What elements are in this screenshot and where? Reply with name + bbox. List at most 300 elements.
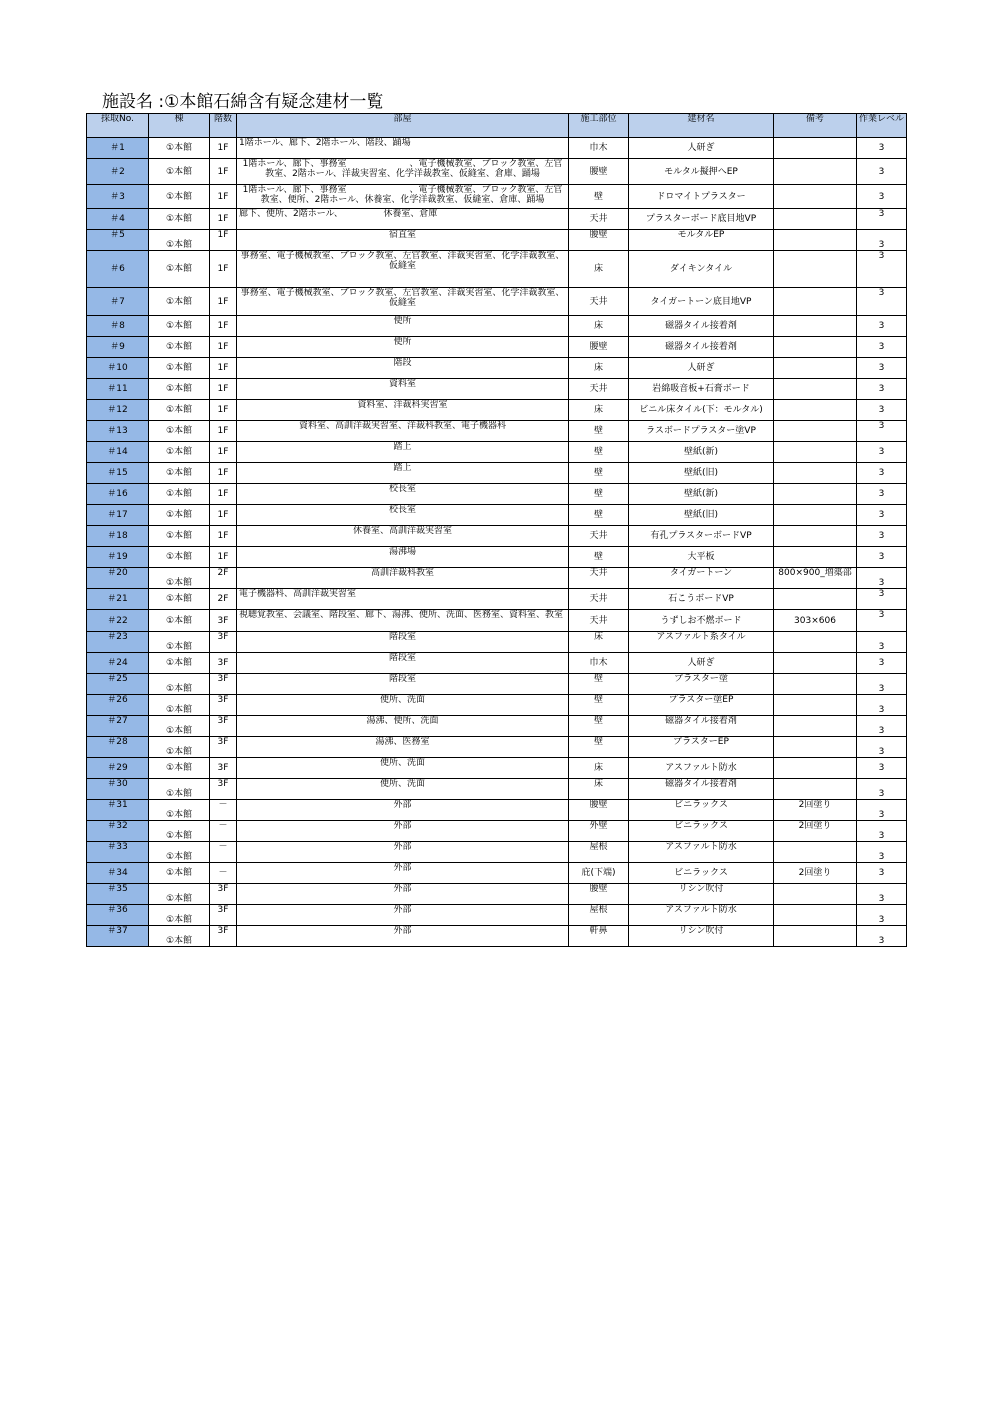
cell-building: ①本館 (149, 800, 210, 821)
table-row (87, 484, 907, 505)
col-header-level: 作業レベル (857, 114, 907, 138)
cell-note (774, 138, 857, 159)
cell-part: 腰壁 (569, 337, 629, 358)
cell-room: 階段室 (237, 674, 569, 695)
cell-room: 便所、洗面 (237, 758, 569, 779)
cell-note: 2回塗り (774, 821, 857, 842)
cell-level: 3 (857, 674, 907, 695)
cell-level: 3 (857, 884, 907, 905)
cell-floor: － (210, 863, 237, 884)
cell-level: 3 (857, 716, 907, 737)
cell-part: 床 (569, 758, 629, 779)
cell-floor: 1F (210, 484, 237, 505)
cell-floor: 3F (210, 926, 237, 947)
cell-level: 3 (857, 442, 907, 463)
cell-floor: 1F (210, 421, 237, 442)
cell-material: 磁器タイル接着剤 (629, 779, 774, 800)
cell-part: 屋根 (569, 842, 629, 863)
cell-part: 屋根 (569, 905, 629, 926)
cell-no: ＃17 (87, 505, 149, 526)
cell-floor: 1F (210, 251, 237, 288)
cell-no: ＃10 (87, 358, 149, 379)
cell-building: ①本館 (149, 526, 210, 547)
cell-no: ＃9 (87, 337, 149, 358)
cell-material: アスファルト防水 (629, 905, 774, 926)
cell-building: ①本館 (149, 138, 210, 159)
cell-note (774, 526, 857, 547)
cell-floor: 1F (210, 138, 237, 159)
cell-floor: 1F (210, 337, 237, 358)
cell-part: 巾木 (569, 138, 629, 159)
cell-no: ＃37 (87, 926, 149, 947)
cell-level: 3 (857, 526, 907, 547)
cell-level: 3 (857, 288, 907, 316)
cell-level: 3 (857, 463, 907, 484)
cell-building: ①本館 (149, 251, 210, 288)
cell-room: 宿直室 (237, 230, 569, 251)
cell-note (774, 484, 857, 505)
cell-building: ①本館 (149, 288, 210, 316)
cell-building: ①本館 (149, 185, 210, 209)
table-row (87, 138, 907, 159)
table-row (87, 821, 907, 842)
cell-level: 3 (857, 863, 907, 884)
cell-part: 腰壁 (569, 159, 629, 185)
cell-no: ＃20 (87, 568, 149, 589)
cell-no: ＃12 (87, 400, 149, 421)
cell-note: 800×900_増築部 (774, 568, 857, 589)
cell-room: 外部 (237, 821, 569, 842)
table-row (87, 863, 907, 884)
cell-note (774, 632, 857, 653)
cell-note (774, 547, 857, 568)
cell-floor: － (210, 842, 237, 863)
cell-level: 3 (857, 316, 907, 337)
cell-floor: 3F (210, 884, 237, 905)
cell-building: ①本館 (149, 674, 210, 695)
table-row (87, 337, 907, 358)
cell-material: 人研ぎ (629, 138, 774, 159)
table-row (87, 905, 907, 926)
cell-building: ①本館 (149, 695, 210, 716)
cell-note (774, 695, 857, 716)
cell-material: 石こうボードVP (629, 589, 774, 610)
cell-no: ＃7 (87, 288, 149, 316)
col-header-note: 備考 (774, 114, 857, 138)
cell-level: 3 (857, 800, 907, 821)
table-row (87, 842, 907, 863)
cell-floor: － (210, 821, 237, 842)
table-row (87, 185, 907, 209)
cell-part: 壁 (569, 505, 629, 526)
cell-no: ＃28 (87, 737, 149, 758)
cell-material: 人研ぎ (629, 358, 774, 379)
cell-building: ①本館 (149, 884, 210, 905)
cell-floor: 3F (210, 758, 237, 779)
col-header-part: 施工部位 (569, 114, 629, 138)
cell-material: ビニラックス (629, 863, 774, 884)
cell-part: 巾木 (569, 653, 629, 674)
cell-room: 資料室、高訓洋裁実習室、洋裁科教室、電子機器科 (237, 421, 569, 442)
cell-building: ①本館 (149, 653, 210, 674)
cell-part: 天井 (569, 288, 629, 316)
cell-note (774, 442, 857, 463)
cell-material: モルタルEP (629, 230, 774, 251)
cell-room: 電子機器科、高訓洋裁実習室 (237, 589, 569, 610)
cell-room: 外部 (237, 926, 569, 947)
cell-building: ①本館 (149, 610, 210, 632)
cell-no: ＃29 (87, 758, 149, 779)
cell-material: 大平板 (629, 547, 774, 568)
cell-floor: 1F (210, 185, 237, 209)
table-header-row (87, 114, 907, 138)
cell-room: 休養室、高訓洋裁実習室 (237, 526, 569, 547)
cell-no: ＃1 (87, 138, 149, 159)
cell-building: ①本館 (149, 358, 210, 379)
cell-material: ダイキンタイル (629, 251, 774, 288)
cell-floor: 1F (210, 442, 237, 463)
cell-part: 壁 (569, 674, 629, 695)
cell-room: 視聴覚教室、会議室、階段室、廊下、湯沸、便所、洗面、医務室、資料室、教室 (237, 610, 569, 632)
cell-room: 資料室 (237, 379, 569, 400)
cell-no: ＃19 (87, 547, 149, 568)
cell-room: 外部 (237, 842, 569, 863)
cell-level: 3 (857, 695, 907, 716)
cell-no: ＃32 (87, 821, 149, 842)
cell-material: リシン吹付 (629, 884, 774, 905)
cell-material: ラスボードプラスター塗VP (629, 421, 774, 442)
cell-note (774, 159, 857, 185)
cell-material: アスファルト防水 (629, 758, 774, 779)
cell-no: ＃21 (87, 589, 149, 610)
cell-material: 岩綿吸音板+石膏ボード (629, 379, 774, 400)
cell-note (774, 185, 857, 209)
cell-floor: 1F (210, 379, 237, 400)
cell-room: 湯沸、便所、洗面 (237, 716, 569, 737)
table-row (87, 463, 907, 484)
cell-level: 3 (857, 379, 907, 400)
cell-room: 事務室、電子機械教室、ブロック教室、左官教室、洋裁実習室、化学洋裁教室、仮縫室 (237, 251, 569, 288)
cell-floor: 2F (210, 589, 237, 610)
cell-level: 3 (857, 842, 907, 863)
cell-part: 壁 (569, 737, 629, 758)
cell-room: 便所 (237, 316, 569, 337)
cell-building: ①本館 (149, 337, 210, 358)
cell-material: アスファルト防水 (629, 842, 774, 863)
cell-note (774, 209, 857, 230)
cell-level: 3 (857, 568, 907, 589)
cell-material: プラスター塗EP (629, 695, 774, 716)
cell-no: ＃23 (87, 632, 149, 653)
cell-floor: 1F (210, 159, 237, 185)
cell-part: 壁 (569, 442, 629, 463)
cell-material: プラスター塗 (629, 674, 774, 695)
cell-note (774, 251, 857, 288)
cell-no: ＃4 (87, 209, 149, 230)
cell-building: ①本館 (149, 484, 210, 505)
cell-level: 3 (857, 547, 907, 568)
cell-room: 外部 (237, 905, 569, 926)
cell-level: 3 (857, 400, 907, 421)
col-header-no: 採取No. (87, 114, 149, 138)
cell-building: ①本館 (149, 568, 210, 589)
cell-room: 事務室、電子機械教室、ブロック教室、左官教室、洋裁実習室、化学洋裁教室、仮縫室 (237, 288, 569, 316)
table-row (87, 758, 907, 779)
cell-room: 1階ホール、廊下、事務室 、電子機械教室、ブロック教室、左官教室、便所、2階ホール、休養室、化学洋裁教室、仮縫室、倉庫、踊場 (237, 185, 569, 209)
cell-note (774, 842, 857, 863)
cell-room: 湯沸場 (237, 547, 569, 568)
cell-level: 3 (857, 421, 907, 442)
cell-no: ＃18 (87, 526, 149, 547)
cell-no: ＃8 (87, 316, 149, 337)
cell-building: ①本館 (149, 632, 210, 653)
table-row (87, 505, 907, 526)
cell-part: 床 (569, 358, 629, 379)
cell-note (774, 463, 857, 484)
cell-no: ＃35 (87, 884, 149, 905)
cell-note (774, 926, 857, 947)
cell-no: ＃30 (87, 779, 149, 800)
cell-part: 床 (569, 632, 629, 653)
cell-room: 湯沸、医務室 (237, 737, 569, 758)
cell-part: 天井 (569, 379, 629, 400)
cell-part: 壁 (569, 185, 629, 209)
cell-material: うずしお不燃ボード (629, 610, 774, 632)
cell-note (774, 905, 857, 926)
cell-note (774, 758, 857, 779)
cell-level: 3 (857, 905, 907, 926)
cell-room: 階段室 (237, 653, 569, 674)
cell-note: 2回塗り (774, 863, 857, 884)
cell-no: ＃2 (87, 159, 149, 185)
table-row (87, 926, 907, 947)
cell-level: 3 (857, 737, 907, 758)
cell-material: タイガートーン底目地VP (629, 288, 774, 316)
cell-level: 3 (857, 758, 907, 779)
table-row (87, 610, 907, 632)
cell-floor: 1F (210, 230, 237, 251)
cell-room: 外部 (237, 800, 569, 821)
cell-level: 3 (857, 505, 907, 526)
cell-building: ①本館 (149, 905, 210, 926)
cell-level: 3 (857, 138, 907, 159)
table-row (87, 653, 907, 674)
table-row (87, 358, 907, 379)
cell-no: ＃22 (87, 610, 149, 632)
page-title: 施設名 :①本館石綿含有疑念建材一覧 (102, 92, 384, 112)
cell-floor: 3F (210, 779, 237, 800)
cell-note (774, 316, 857, 337)
cell-level: 3 (857, 632, 907, 653)
cell-material: ビニル床タイル(下：モルタル) (629, 400, 774, 421)
table-row (87, 800, 907, 821)
cell-no: ＃34 (87, 863, 149, 884)
col-header-material: 建材名 (629, 114, 774, 138)
cell-level: 3 (857, 589, 907, 610)
cell-material: 壁紙(旧) (629, 505, 774, 526)
cell-no: ＃16 (87, 484, 149, 505)
cell-floor: 3F (210, 653, 237, 674)
cell-part: 軒鼻 (569, 926, 629, 947)
cell-building: ①本館 (149, 589, 210, 610)
cell-building: ①本館 (149, 716, 210, 737)
cell-note (774, 884, 857, 905)
cell-building: ①本館 (149, 779, 210, 800)
cell-no: ＃5 (87, 230, 149, 251)
cell-building: ①本館 (149, 421, 210, 442)
cell-part: 天井 (569, 589, 629, 610)
col-header-room: 部屋 (237, 114, 569, 138)
cell-building: ①本館 (149, 442, 210, 463)
table-row (87, 442, 907, 463)
cell-floor: 1F (210, 526, 237, 547)
cell-no: ＃36 (87, 905, 149, 926)
cell-no: ＃27 (87, 716, 149, 737)
cell-material: 壁紙(新) (629, 484, 774, 505)
cell-floor: 1F (210, 505, 237, 526)
cell-part: 腰壁 (569, 230, 629, 251)
cell-part: 天井 (569, 526, 629, 547)
cell-building: ①本館 (149, 159, 210, 185)
table-row (87, 695, 907, 716)
cell-building: ①本館 (149, 379, 210, 400)
cell-room: 高訓洋裁科教室 (237, 568, 569, 589)
table-row (87, 632, 907, 653)
cell-floor: 1F (210, 209, 237, 230)
cell-part: 床 (569, 779, 629, 800)
cell-material: 磁器タイル接着剤 (629, 316, 774, 337)
cell-floor: 1F (210, 400, 237, 421)
cell-part: 天井 (569, 209, 629, 230)
cell-note (774, 779, 857, 800)
table-row (87, 568, 907, 589)
cell-room: 階段室 (237, 632, 569, 653)
cell-floor: 1F (210, 288, 237, 316)
cell-material: 磁器タイル接着剤 (629, 337, 774, 358)
table-row (87, 159, 907, 185)
table-row (87, 589, 907, 610)
col-header-building: 棟 (149, 114, 210, 138)
cell-building: ①本館 (149, 547, 210, 568)
cell-material: 壁紙(新) (629, 442, 774, 463)
cell-room: 校長室 (237, 505, 569, 526)
cell-material: 人研ぎ (629, 653, 774, 674)
table-row (87, 316, 907, 337)
cell-building: ①本館 (149, 316, 210, 337)
asbestos-material-table (86, 113, 907, 947)
cell-room: 外部 (237, 884, 569, 905)
table-row (87, 251, 907, 288)
cell-level: 3 (857, 821, 907, 842)
cell-room: 資料室、洋裁科実習室 (237, 400, 569, 421)
cell-material: 有孔プラスターボードVP (629, 526, 774, 547)
cell-level: 3 (857, 337, 907, 358)
cell-material: ドロマイトプラスター (629, 185, 774, 209)
cell-room: 便所、洗面 (237, 695, 569, 716)
cell-note: 2回塗り (774, 800, 857, 821)
cell-material: 壁紙(旧) (629, 463, 774, 484)
cell-no: ＃33 (87, 842, 149, 863)
cell-material: プラスターボード底目地VP (629, 209, 774, 230)
table-row (87, 779, 907, 800)
cell-room: 廊下、便所、2階ホール、 休養室、倉庫 (237, 209, 569, 230)
table-row (87, 716, 907, 737)
cell-building: ①本館 (149, 209, 210, 230)
cell-room: 踏上 (237, 463, 569, 484)
cell-floor: 3F (210, 674, 237, 695)
cell-level: 3 (857, 209, 907, 230)
cell-building: ①本館 (149, 230, 210, 251)
cell-floor: 1F (210, 316, 237, 337)
cell-building: ①本館 (149, 863, 210, 884)
cell-room: 便所 (237, 337, 569, 358)
cell-level: 3 (857, 251, 907, 288)
cell-no: ＃25 (87, 674, 149, 695)
cell-note (774, 337, 857, 358)
cell-part: 壁 (569, 695, 629, 716)
col-header-floor: 階数 (210, 114, 237, 138)
cell-building: ①本館 (149, 758, 210, 779)
cell-part: 壁 (569, 547, 629, 568)
cell-note (774, 358, 857, 379)
cell-building: ①本館 (149, 821, 210, 842)
cell-level: 3 (857, 653, 907, 674)
table-row (87, 737, 907, 758)
table-row (87, 209, 907, 230)
cell-level: 3 (857, 230, 907, 251)
table-row (87, 230, 907, 251)
table-row (87, 526, 907, 547)
cell-level: 3 (857, 926, 907, 947)
cell-note (774, 653, 857, 674)
cell-level: 3 (857, 779, 907, 800)
cell-no: ＃15 (87, 463, 149, 484)
cell-room: 踏上 (237, 442, 569, 463)
cell-note: 303×606 (774, 610, 857, 632)
cell-part: 床 (569, 316, 629, 337)
table-row (87, 379, 907, 400)
cell-building: ①本館 (149, 842, 210, 863)
cell-floor: 3F (210, 905, 237, 926)
table-row (87, 288, 907, 316)
cell-room: 便所、洗面 (237, 779, 569, 800)
cell-floor: 3F (210, 632, 237, 653)
cell-no: ＃6 (87, 251, 149, 288)
table-row (87, 421, 907, 442)
table-row (87, 400, 907, 421)
cell-material: モルタル擬押へEP (629, 159, 774, 185)
cell-part: 天井 (569, 568, 629, 589)
cell-note (774, 230, 857, 251)
cell-material: リシン吹付 (629, 926, 774, 947)
cell-note (774, 505, 857, 526)
cell-part: 床 (569, 251, 629, 288)
cell-building: ①本館 (149, 505, 210, 526)
cell-part: 外壁 (569, 821, 629, 842)
cell-material: プラスターEP (629, 737, 774, 758)
cell-room: 1階ホール、廊下、事務室 、電子機械教室、ブロック教室、左官教室、2階ホール、洋裁実習室、化学洋裁教室、仮縫室、倉庫、踊場 (237, 159, 569, 185)
cell-building: ①本館 (149, 926, 210, 947)
cell-note (774, 737, 857, 758)
cell-floor: 3F (210, 610, 237, 632)
cell-part: 腰壁 (569, 884, 629, 905)
cell-part: 腰壁 (569, 800, 629, 821)
cell-room: 1階ホール、廊下、2階ホール、階段、踊場 (237, 138, 569, 159)
cell-material: ビニラックス (629, 821, 774, 842)
cell-no: ＃13 (87, 421, 149, 442)
cell-floor: 1F (210, 463, 237, 484)
cell-no: ＃11 (87, 379, 149, 400)
